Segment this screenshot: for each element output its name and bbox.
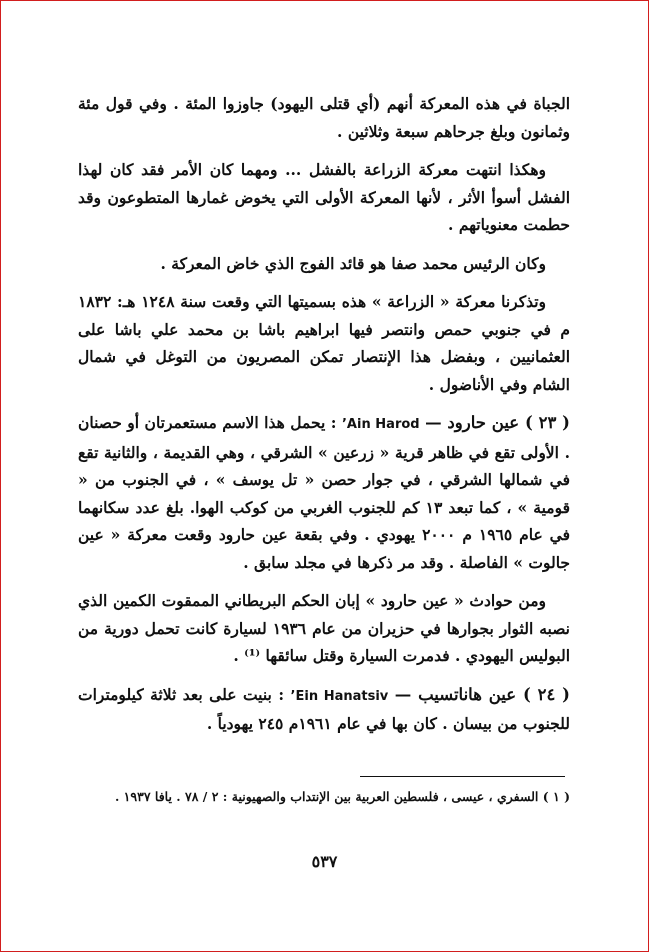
footnote-divider xyxy=(360,776,565,777)
paragraph-ain-harod-ambush: ومن حوادث « عين حارود » إبان الحكم البريطاني الممقوت الكمين الذي نصبه الثوار بجوارها في حزيران من عام ١٩٣٦ لسيارة كانت تحمل دورية من البوليس اليهودي . فدمرت السيارة وقتل سائقها ⁽¹⁾ . xyxy=(78,591,570,665)
document-body xyxy=(78,90,570,738)
entry-ain-harod xyxy=(78,409,570,576)
paragraph-failure: وهكذا انتهت معركة الزراعة بالفشل ... ومهما كان الأمر فقد كان لهذا الفشل أسوأ الأثر ، لأنها المعركة الأولى التي يخوض غمارها المتطوعون وقد حطمت معنوياتهم . xyxy=(78,160,570,234)
entry-24-heading: ( ٢٤ ) عين هاناتسيب — xyxy=(394,684,570,704)
entry-23-latin-name: ’Ain Harod xyxy=(341,417,420,432)
entry-23-text: : يحمل هذا الاسم مستعمرتان أو حصنان . الأولى تقع في ظاهر قرية « زرعين » الشرقي ، وهي القديمة ، والثانية تقع في شمالها الشرقي ، في جوار حصن « تل يوسف » ، في الجنوب من « قومية » ، كما تبعد ١٣ كم للجنوب الغربي من كوكب الهوا. بلغ عدد سكانهما في عام ١٩٦٥ م ٢٠٠٠ يهودي . وفي بقعة عين حارود وقعت معركة « عين جالوت » الفاصلة . وقد مر ذكرها في مجلد سابق . xyxy=(78,413,570,572)
entry-23-heading: ( ٢٣ ) عين حارود — xyxy=(425,413,570,432)
entry-ein-hanatsiv xyxy=(78,681,570,738)
entry-24-text: : بنيت على بعد ثلاثة كيلومترات للجنوب من بيسان . كان بها في عام ١٩٦١م ٢٤٥ يهودياً . xyxy=(78,684,570,733)
entry-24-latin-name: ’Ein Hanatsiv xyxy=(290,688,389,704)
paragraph-commander: وكان الرئيس محمد صفا هو قائد الفوج الذي خاض المعركة . xyxy=(160,253,546,273)
paragraph-history: وتذكرنا معركة « الزراعة » هذه بسميتها التي وقعت سنة ١٢٤٨ هـ: ١٨٣٢ م في جنوبي حمص وانتصر فيها ابراهيم باشا بن محمد علي باشا على العثمانيين ، وبفضل هذا الإنتصار تمكن المصريون من التوغل في شمال الشام وفي الأناضول . xyxy=(78,292,570,394)
footnote: ( ١ ) السفري ، عيسى ، فلسطين العربية بين الإنتداب والصهيونية : ٢ / ٧٨ . يافا ١٩٣٧ . xyxy=(114,789,570,804)
page-number: ٥٣٧ xyxy=(311,852,338,871)
paragraph-casualties: الجباة في هذه المعركة أنهم (أي قتلى اليهود) جاوزوا المئة . وفي قول مئة وثمانون وبلغ جرحاهم سبعة وثلاثين . xyxy=(78,94,570,141)
